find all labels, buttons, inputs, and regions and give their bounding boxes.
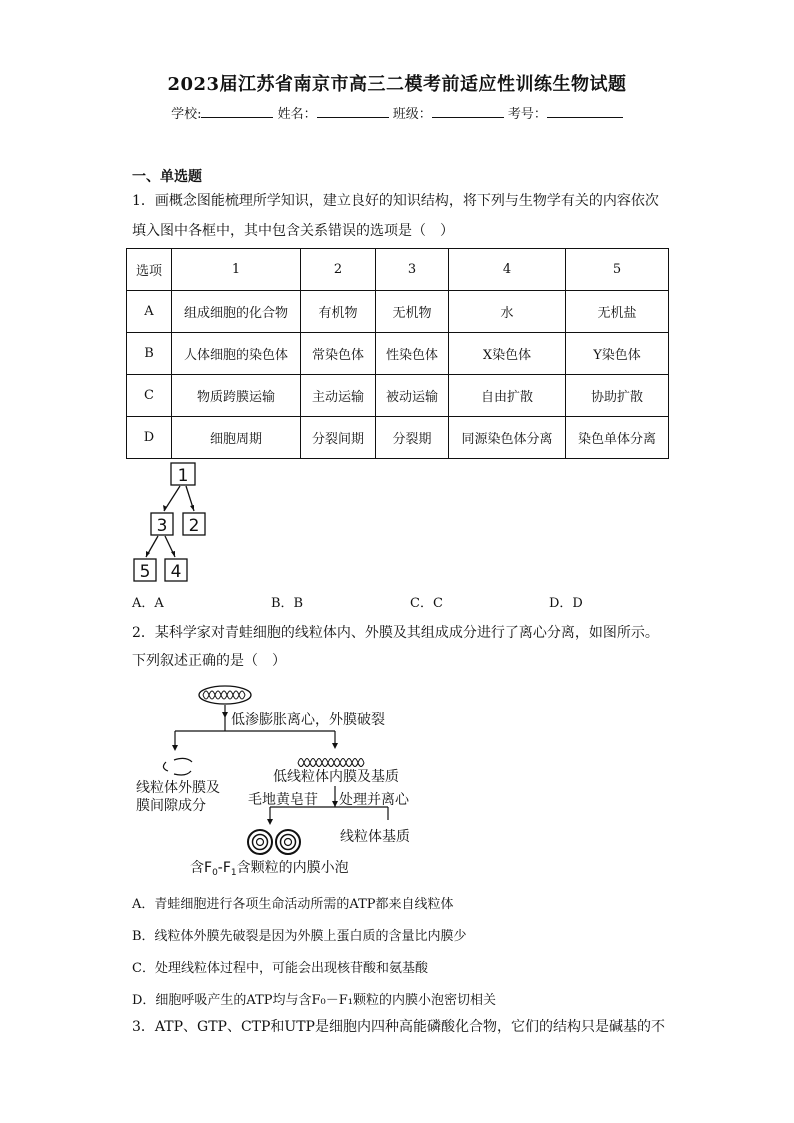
table-row <box>127 333 669 375</box>
table-cell: 性染色体 <box>376 333 449 375</box>
q2-option-d[interactable]: D．细胞呼吸产生的ATP均与含F₀－F₁颗粒的内膜小泡密切相关 <box>132 993 496 1008</box>
centrifuge-label: 处理并离心 <box>339 792 409 808</box>
q1-choice-d[interactable]: D．D <box>549 596 583 611</box>
q3-text-line1: 3．ATP、GTP、CTP和UTP是细胞内四种高能磷酸化合物，它们的结构只是碱基的不 <box>132 1019 665 1035</box>
table-cell: 无机盐 <box>566 291 669 333</box>
student-info-line <box>0 103 794 122</box>
table-cell: 细胞周期 <box>172 417 301 459</box>
class-label: 班级： <box>392 107 432 122</box>
table-row <box>127 375 669 417</box>
q2-text-line1: 2．某科学家对青蛙细胞的线粒体内、外膜及其组成成分进行了离心分离，如图所示。 <box>132 625 659 641</box>
q1-options-table <box>126 248 669 459</box>
page-title: 2023届江苏省南京市高三二模考前适应性训练生物试题 <box>167 74 627 95</box>
inner-membrane-label: 低线粒体内膜及基质 <box>273 769 399 785</box>
table-cell: 分裂期 <box>376 417 449 459</box>
box-5-label: 5 <box>139 562 151 582</box>
number-blank[interactable] <box>547 105 623 118</box>
number-label: 考号： <box>507 107 547 122</box>
digitonin-label: 毛地黄皂苷 <box>248 792 318 808</box>
q2-option-c[interactable]: C．处理线粒体过程中，可能会出现核苷酸和氨基酸 <box>132 961 428 976</box>
q1-text-line1: 1．画概念图能梳理所学知识，建立良好的知识结构，将下列与生物学有关的内容依次 <box>132 193 659 209</box>
table-row <box>127 291 669 333</box>
table-cell: 主动运输 <box>301 375 376 417</box>
school-label: 学校: <box>171 107 202 122</box>
class-blank[interactable] <box>432 105 504 118</box>
table-cell: 常染色体 <box>301 333 376 375</box>
table-cell: 人体细胞的染色体 <box>172 333 301 375</box>
table-cell: B <box>127 333 172 375</box>
box-1-label: 1 <box>177 466 189 486</box>
table-cell: Y染色体 <box>566 333 669 375</box>
table-cell: 组成细胞的化合物 <box>172 291 301 333</box>
table-cell: 有机物 <box>301 291 376 333</box>
table-header-row <box>127 249 669 291</box>
name-label: 姓名： <box>277 107 317 122</box>
school-blank[interactable] <box>201 105 273 118</box>
vesicle-icon <box>248 830 300 854</box>
q1-choice-a[interactable]: A．A <box>132 596 164 611</box>
table-cell: 被动运输 <box>376 375 449 417</box>
inner-membrane-icon <box>298 759 364 767</box>
box-4-label: 4 <box>170 562 182 582</box>
table-header-cell: 2 <box>301 249 376 291</box>
name-blank[interactable] <box>317 105 389 118</box>
matrix-label: 线粒体基质 <box>340 829 410 845</box>
q2-text-line2: 下列叙述正确的是（ ） <box>132 653 286 669</box>
table-header-cell: 1 <box>172 249 301 291</box>
q1-choice-b[interactable]: B．B <box>271 596 304 611</box>
table-cell: 同源染色体分离 <box>449 417 566 459</box>
q2-centrifuge-diagram <box>130 680 430 880</box>
table-header-cell: 4 <box>449 249 566 291</box>
outer-membrane-label-1: 线粒体外膜及 <box>136 780 220 796</box>
table-cell: 水 <box>449 291 566 333</box>
box-2-label: 2 <box>188 516 200 536</box>
table-cell: 无机物 <box>376 291 449 333</box>
table-cell: 自由扩散 <box>449 375 566 417</box>
section-heading: 一、单选题 <box>132 169 202 185</box>
table-row <box>127 417 669 459</box>
outer-membrane-icon <box>163 758 192 775</box>
table-cell: 物质跨膜运输 <box>172 375 301 417</box>
table-cell: 分裂间期 <box>301 417 376 459</box>
q2-option-a[interactable]: A．青蛙细胞进行各项生命活动所需的ATP都来自线粒体 <box>132 897 454 912</box>
table-cell: 染色单体分离 <box>566 417 669 459</box>
table-cell: A <box>127 291 172 333</box>
box-3-label: 3 <box>156 516 168 536</box>
table-cell: C <box>127 375 172 417</box>
outer-membrane-label-2: 膜间隙成分 <box>136 798 206 814</box>
q2-option-b[interactable]: B．线粒体外膜先破裂是因为外膜上蛋白质的含量比内膜少 <box>132 929 467 944</box>
q1-choice-c[interactable]: C．C <box>410 596 443 611</box>
table-header-cell: 5 <box>566 249 669 291</box>
q1-text-line2: 填入图中各框中，其中包含关系错误的选项是（ ） <box>132 223 454 239</box>
mitochondrion-icon <box>199 686 251 704</box>
vesicle-label: 含$F_0-F_1$含颗粒的内膜小泡 <box>190 860 349 878</box>
table-header-cell: 选项 <box>127 249 172 291</box>
table-cell: 协助扩散 <box>566 375 669 417</box>
q1-concept-diagram <box>128 458 218 584</box>
table-cell: X染色体 <box>449 333 566 375</box>
step1-label: 低渗膨胀离心，外膜破裂 <box>231 712 385 728</box>
table-header-cell: 3 <box>376 249 449 291</box>
table-cell: D <box>127 417 172 459</box>
